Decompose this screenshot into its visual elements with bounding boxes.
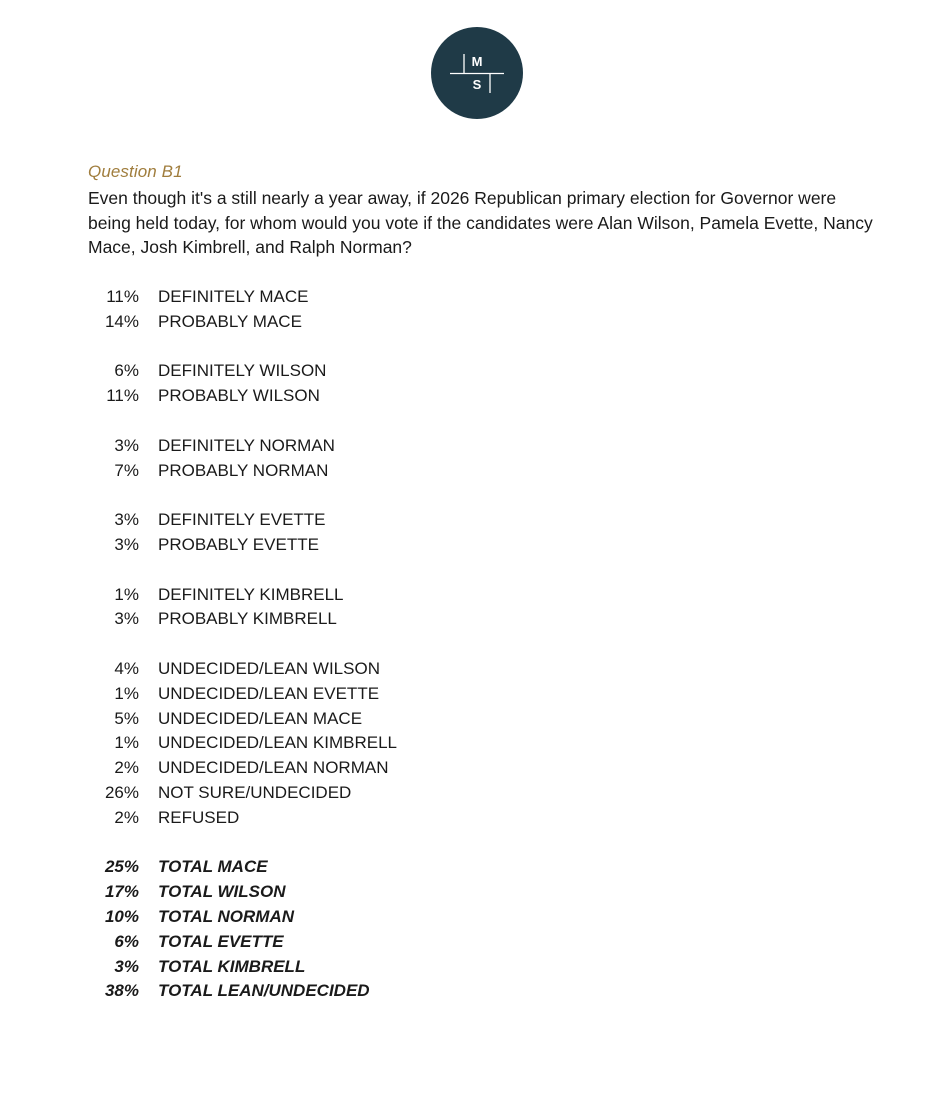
total-percent: 6% [114,931,139,951]
result-row [88,285,588,310]
group-spacer [88,558,588,583]
logo-letter-s: S [472,77,482,92]
result-percent: 3% [114,609,139,629]
result-row [88,781,588,806]
result-label: DEFINITELY WILSON [158,361,327,381]
total-percent: 38% [104,981,139,1001]
total-percent: 17% [104,882,139,902]
result-percent: 2% [114,807,139,827]
result-row [88,310,588,335]
result-label: DEFINITELY EVETTE [158,510,326,530]
result-label: DEFINITELY MACE [158,287,309,306]
total-label: TOTAL WILSON [158,882,286,902]
result-percent: 6% [114,361,139,381]
result-group-wilson [88,359,588,409]
result-group-kimbrell [88,583,588,633]
result-label: REFUSED [158,807,240,827]
group-spacer [88,335,588,360]
total-label: TOTAL KIMBRELL [158,956,306,976]
total-row [88,930,588,955]
group-spacer [88,409,588,434]
total-percent: 25% [104,857,139,877]
result-label: UNDECIDED/LEAN MACE [158,708,363,728]
result-label: PROBABLY EVETTE [158,534,319,554]
result-row [88,508,588,533]
total-label: TOTAL LEAN/UNDECIDED [158,981,370,1001]
ms-logo-mark [431,27,523,119]
result-label: PROBABLY MACE [158,311,302,331]
result-group-evette [88,508,588,558]
result-percent: 1% [114,584,139,604]
result-percent: 11% [106,386,139,406]
result-row [88,756,588,781]
result-row [88,384,588,409]
result-group-undecided [88,657,588,831]
result-row [88,359,588,384]
result-row [88,657,588,682]
total-percent: 3% [114,956,139,976]
total-percent: 10% [104,906,139,926]
result-label: UNDECIDED/LEAN NORMAN [158,758,389,778]
result-label: UNDECIDED/LEAN KIMBRELL [158,733,398,753]
question-text: Even though it's a still nearly a year away, if 2026 Republican primary election for Governor were being held today, for whom would you vote if the candidates were Alan Wilson, Pamela Evette, Nancy Mace, Josh Kimbrell, and Ralph Norman? [88,188,873,257]
question-label: Question B1 [88,162,183,181]
total-row [88,855,588,880]
result-label: UNDECIDED/LEAN EVETTE [158,683,380,703]
group-spacer [88,632,588,657]
group-spacer [88,831,588,856]
result-row [88,731,588,756]
result-percent: 11% [106,287,139,306]
ms-logo [431,27,523,119]
group-spacer [88,483,588,508]
result-percent: 1% [114,683,139,703]
result-percent: 7% [114,460,139,480]
result-row [88,707,588,732]
result-row [88,434,588,459]
result-row [88,533,588,558]
result-label: UNDECIDED/LEAN WILSON [158,658,380,678]
result-row [88,607,588,632]
total-row [88,880,588,905]
result-percent: 1% [114,733,139,753]
result-row [88,806,588,831]
total-row [88,955,588,980]
result-label: DEFINITELY KIMBRELL [158,584,344,604]
result-row [88,583,588,608]
totals-group [88,855,588,1004]
result-group-mace [88,285,588,335]
total-row [88,979,588,1004]
result-label: PROBABLY WILSON [158,386,320,406]
result-percent: 4% [114,658,139,678]
result-percent: 2% [114,758,139,778]
total-row [88,905,588,930]
total-label: TOTAL EVETTE [158,931,284,951]
result-label: PROBABLY NORMAN [158,460,329,480]
result-label: DEFINITELY NORMAN [158,435,335,455]
result-label: PROBABLY KIMBRELL [158,609,337,629]
result-percent: 26% [104,782,139,802]
result-row [88,682,588,707]
result-group-norman [88,434,588,484]
result-percent: 3% [114,534,139,554]
result-percent: 3% [114,510,139,530]
result-percent: 3% [114,435,139,455]
results-list [88,285,588,1004]
result-label: NOT SURE/UNDECIDED [158,782,352,802]
logo-letter-m: M [471,54,483,69]
result-row [88,459,588,484]
result-percent: 5% [114,708,139,728]
total-label: TOTAL MACE [158,857,268,877]
total-label: TOTAL NORMAN [158,906,294,926]
result-percent: 14% [104,311,139,331]
